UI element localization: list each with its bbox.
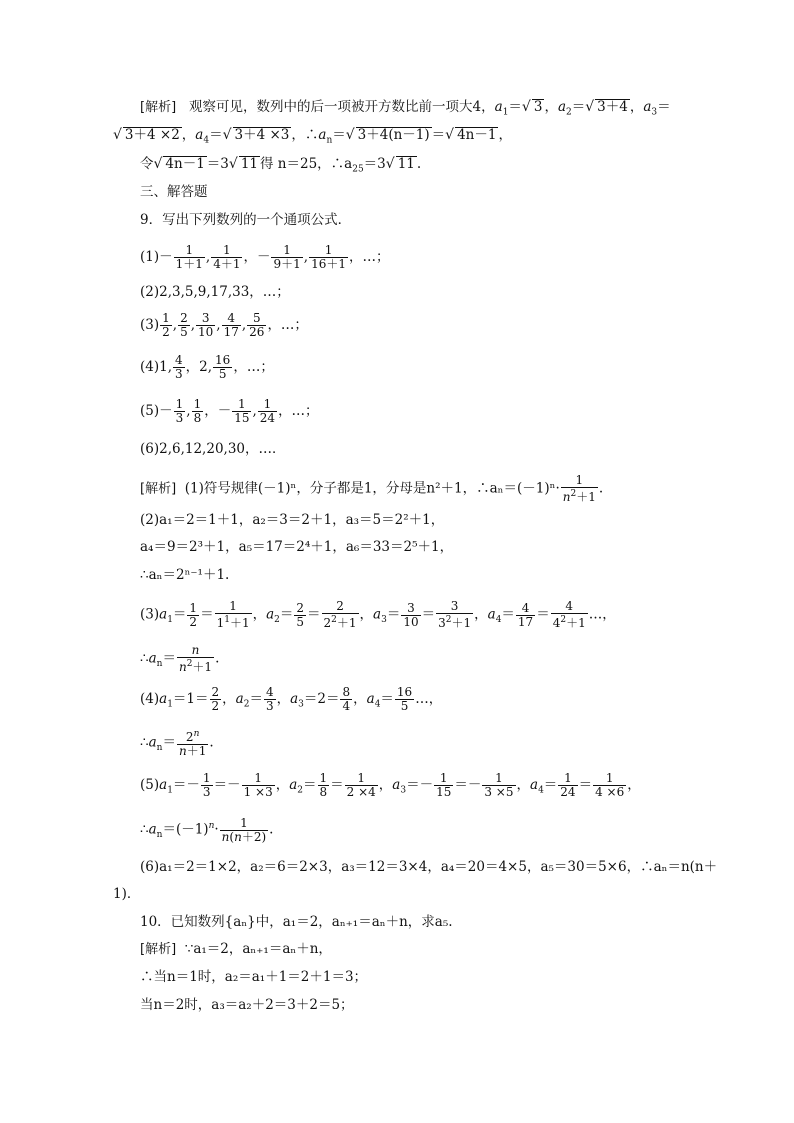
question-9-title: 9．写出下列数列的一个通项公式． xyxy=(140,212,352,228)
analysis-label: [解析] xyxy=(140,100,177,115)
sqrt-a2: 3＋4 xyxy=(597,99,628,115)
analysis-line-2: √ 3＋4 ×2 ，$a_4=√$ 3＋4 ×3 ，$\therefore a_n=√$ 3＋4(n－1) ＝√ 4n－1 ， xyxy=(113,127,512,146)
sqrt-a3: 3＋4 ×2 xyxy=(124,127,180,143)
solution-9-part-3-result: $\therefore a_n=$ $\frac{n}{n^2+1}$ . xyxy=(140,643,220,674)
sqrt-4n-1: 4n－1 xyxy=(165,156,205,172)
sqrt-an: 3＋4(n－1) xyxy=(357,127,430,143)
solution-10-line-1: [解析] ∵a₁＝2，aₙ₊₁＝aₙ＋n， xyxy=(140,941,332,957)
q9-item-6: (6)2,6,12,20,30，…． xyxy=(140,441,286,457)
sqrt-a4: 3＋4 ×3 xyxy=(234,127,290,143)
analysis-text: 观察可见，数列中的后一项被开方数比前一项大4， xyxy=(189,99,495,115)
analysis-line-1: [解析] 观察可见，数列中的后一项被开方数比前一项大4，$a_1=√$ 3 ，$a_2=√$ 3＋4 ，$a_3=$ xyxy=(140,99,671,118)
solution-9-part-5: $(5)a_1=-$ $\frac{1}{3}$ ＝－ $\frac{1}{1 \times 3}$ ，$a_2=$ $\frac{1}{8}$ ＝ $\frac{1}{2 \times 4}$ ，$a_3=-$ $\frac{1}{15}$ ＝－ $\frac{1}{3 \times 5}$ ，$a_4=$ $\frac{1}{24}$ ＝ $\frac{1}{4 \times 6}$ ， xyxy=(140,771,641,799)
solution-9-part-6-cont: 1)． xyxy=(113,886,141,902)
q9-item-5: (5)－ $\frac{1}{3}$ , $\frac{1}{8}$ ，－ $\frac{1}{15}$ , $\frac{1}{24}$ ，…； xyxy=(140,397,319,425)
solution-9-part-4: $(4)a_1=1=$ $\frac{2}{2}$ ，$a_2=$ $\frac{4}{3}$ ，$a_3=2=$ $\frac{8}{4}$ ，$a_4=$ $\frac{16}{5}$ …， xyxy=(140,685,443,713)
q9-item-1: (1)－ $\frac{1}{1+1}$ , $\frac{1}{4+1}$ ，－ $\frac{1}{9+1}$ , $\frac{1}{16+1}$ ，…； xyxy=(140,243,390,271)
solution-9-part-3: $(3)a_1=$ $\frac{1}{2}$ ＝ $\frac{1}{1^1+1}$ ，$a_2=$ $\frac{2}{5}$ ＝ $\frac{2}{2^2+1}$ ，$a_3=$ $\frac{3}{10}$ ＝ $\frac{3}{3^2+1}$ ，$a_4=$ $\frac{4}{17}$ ＝ $\frac{4}{4^2+1}$ …， xyxy=(140,599,616,630)
sqrt-an-simplified: 4n－1 xyxy=(457,127,497,143)
analysis-line-3: 令√ 4n－1 ＝3√ 11 得 n＝25，$\therefore a_{25}=3√$ 11 . xyxy=(140,156,422,175)
sqrt-a1: 3 xyxy=(533,99,543,115)
solution-9-line-1: [解析] (1)符号规律(－1)ⁿ，分子都是1，分母是n²＋1，∴aₙ＝(－1)ⁿ· $\frac{1}{n^2+1}$ . xyxy=(140,473,604,504)
q9-item-3: (3) $\frac{1}{2}$ , $\frac{2}{5}$ , $\frac{3}{10}$ , $\frac{4}{17}$ , $\frac{5}{26}$ ，…； xyxy=(140,311,308,339)
q9-item-2: (2)2,3,5,9,17,33，…； xyxy=(140,284,290,300)
solution-9-line-3: a₄＝9＝2³＋1，a₅＝17＝2⁴＋1，a₆＝33＝2⁵＋1， xyxy=(140,539,454,555)
question-10-title: 10．已知数列{aₙ}中，a₁＝2，aₙ₊₁＝aₙ＋n，求a₅. xyxy=(140,914,453,930)
solution-9-part-5-result: $\therefore a_n=(-1)^n\cdot$ $\frac{1}{n(n+2)}$ . xyxy=(140,815,274,844)
q9-item-4: (4)1, $\frac{4}{3}$ ，2, $\frac{16}{5}$ ，…； xyxy=(140,353,274,381)
solution-9-line-2: (2)a₁＝2＝1＋1，a₂＝3＝2＋1，a₃＝5＝2²＋1， xyxy=(140,512,445,528)
sqrt-11: 11 xyxy=(240,156,258,172)
solution-10-line-3: 当n＝2时，a₃＝a₂＋2＝3＋2＝5； xyxy=(140,997,354,1013)
solution-9-line-4: ∴aₙ＝2ⁿ⁻¹＋1. xyxy=(140,567,230,583)
solution-10-line-2: ∴当n＝1时，a₂＝a₁＋1＝2＋1＝3； xyxy=(140,969,368,985)
section-heading: 三、解答题 xyxy=(140,184,208,200)
sqrt-11-result: 11 xyxy=(397,156,415,172)
solution-9-part-6: (6)a₁＝2＝1×2，a₂＝6＝2×3，a₃＝12＝3×4，a₄＝20＝4×5，a₅＝30＝5×6，∴aₙ＝n(n＋ xyxy=(140,859,718,875)
solution-9-part-4-result: $\therefore a_n=$ $\frac{2^n}{n+1}$ . xyxy=(140,729,214,758)
